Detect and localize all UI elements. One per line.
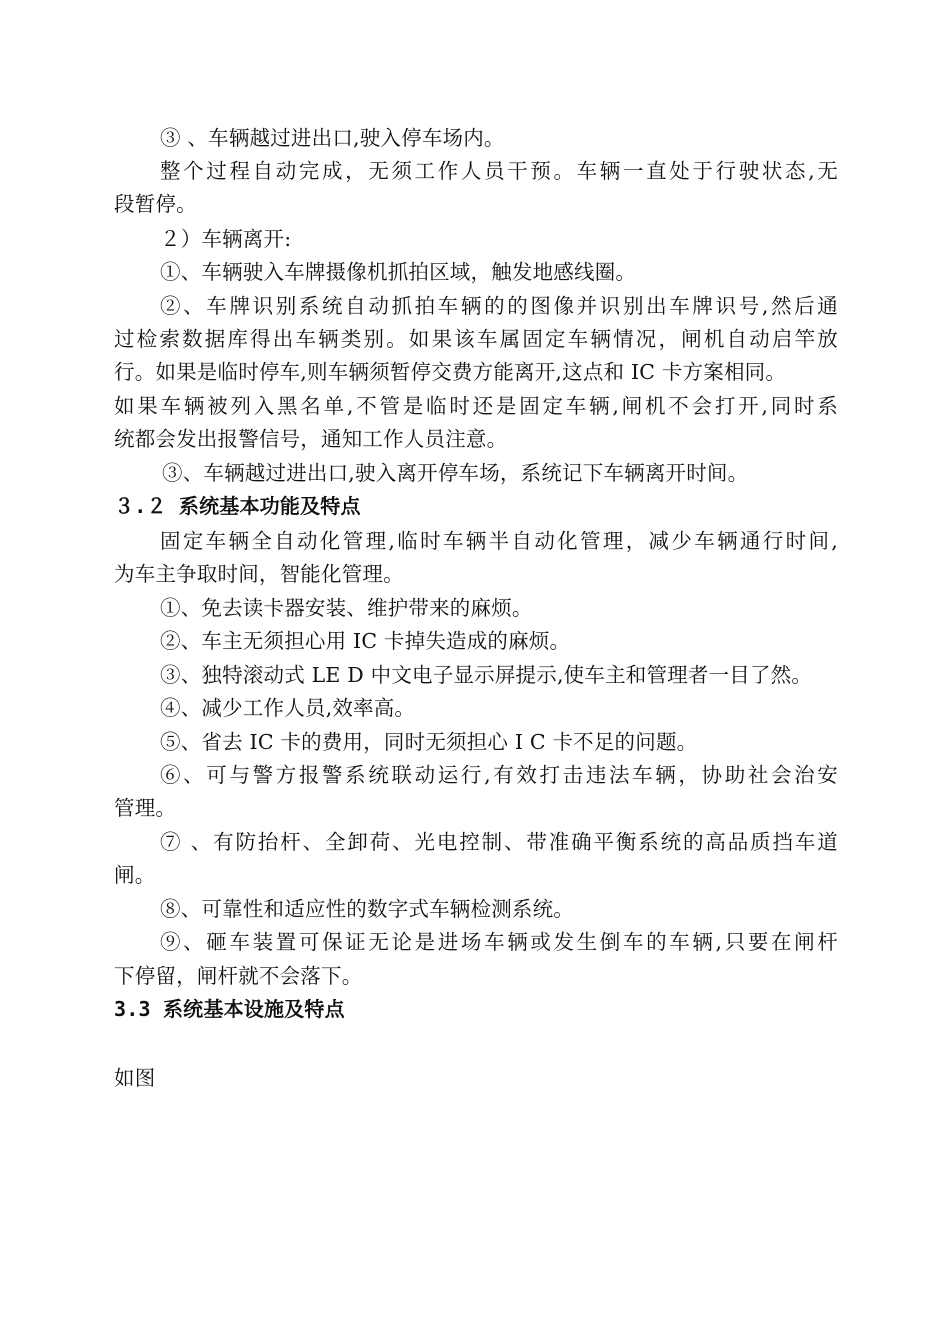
list-item: ①、车辆驶入车牌摄像机抓拍区域，触发地感线圈。 bbox=[160, 260, 637, 284]
list-item: ⑤、省去 IC 卡的费用，同时无须担心 I C 卡不足的问题。 bbox=[160, 730, 698, 754]
figure-reference: 如图 bbox=[114, 1066, 156, 1090]
list-item: ⑨、砸车装置可保证无论是进场车辆或发生倒车的车辆,只要在闸杆 bbox=[160, 930, 838, 954]
paragraph-line: 闸。 bbox=[114, 863, 156, 887]
paragraph-line: 管理。 bbox=[114, 796, 177, 820]
paragraph-line: 段暂停。 bbox=[114, 192, 197, 216]
paragraph-line: 下停留，闸杆就不会落下。 bbox=[114, 964, 363, 988]
paragraph-line: 行。如果是临时停车,则车辆须暂停交费方能离开,这点和 IC 卡方案相同。 bbox=[114, 360, 787, 384]
paragraph-line: 整个过程自动完成，无须工作人员干预。车辆一直处于行驶状态,无 bbox=[160, 159, 838, 183]
section-subheading: ２）车辆离开: bbox=[160, 227, 292, 251]
list-item: ③、车辆越过进出口,驶入离开停车场，系统记下车辆离开时间。 bbox=[162, 461, 749, 485]
paragraph-line: 固定车辆全自动化管理,临时车辆半自动化管理，减少车辆通行时间, bbox=[160, 529, 838, 553]
paragraph-line: 如果车辆被列入黑名单,不管是临时还是固定车辆,闸机不会打开,同时系 bbox=[114, 394, 838, 418]
section-heading: ３.２ 系统基本功能及特点 bbox=[114, 494, 361, 518]
list-item: ④、减少工作人员,效率高。 bbox=[160, 696, 416, 720]
paragraph-line: ③ 、车辆越过进出口,驶入停车场内。 bbox=[160, 126, 505, 150]
paragraph-line: 统都会发出报警信号，通知工作人员注意。 bbox=[114, 427, 508, 451]
list-item: ①、免去读卡器安装、维护带来的麻烦。 bbox=[160, 596, 533, 620]
paragraph-line: 为车主争取时间，智能化管理。 bbox=[114, 562, 404, 586]
list-item: ③、独特滚动式 LE D 中文电子显示屏提示,使车主和管理者一目了然。 bbox=[160, 663, 813, 687]
list-item: ②、车牌识别系统自动抓拍车辆的的图像并识别出车牌识号,然后通 bbox=[160, 294, 838, 318]
list-item: ⑦ 、有防抬杆、全卸荷、光电控制、带准确平衡系统的高品质挡车道 bbox=[160, 830, 838, 854]
paragraph-line: 过检索数据库得出车辆类别。如果该车属固定车辆情况，闸机自动启竿放 bbox=[114, 327, 838, 351]
list-item: ⑧、可靠性和适应性的数字式车辆检测系统。 bbox=[160, 897, 574, 921]
section-heading: 3.3 系统基本设施及特点 bbox=[114, 997, 345, 1021]
list-item: ⑥、可与警方报警系统联动运行,有效打击违法车辆，协助社会治安 bbox=[160, 763, 838, 787]
list-item: ②、车主无须担心用 IC 卡掉失造成的麻烦。 bbox=[160, 629, 571, 653]
